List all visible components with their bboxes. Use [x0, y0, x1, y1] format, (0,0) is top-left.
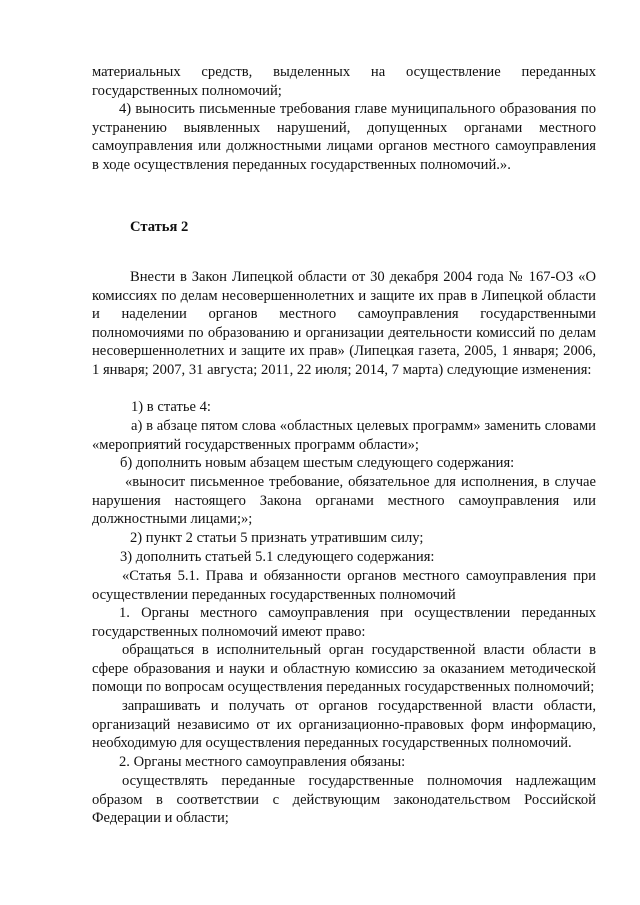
article-2-intro: Внести в Закон Липецкой области от 30 декабря 2004 года № 167-ОЗ «О комиссиях по делам несовершеннолетних и защите их прав в Липецкой области и наделении органов местного самоуправления государственными полномочиями по образованию и организации деятельности комиссий по делам несовершеннолетних и защите их прав» (Липецкая газета, 2005, 1 января; 2006, 1 января; 2007, 31 августа; 2011, 22 июля; 2014, 7 марта) следующие изменения: [92, 269, 596, 378]
list-item: осуществлять переданные государственные полномочия надлежащим образом в соответствии с действующим законодательством Российской Федерации и области; [92, 773, 596, 827]
list-item: 1) в статье 4: [131, 399, 211, 415]
list-item: обращаться в исполнительный орган государственной власти области в сфере образования и науки и областную комиссию за оказанием методической помощи по вопросам осуществления переданных государственных полномочий; [92, 642, 596, 696]
list-item: «выносит письменное требование, обязательное для исполнения, в случае нарушения настоящего Закона органами местного самоуправления или должностными лицами;»; [92, 474, 596, 528]
paragraph-item-4: 4) выносить письменные требования главе муниципального образования по устранению выявленных нарушений, допущенных органами местного самоуправления или должностными лицами органов местного самоуправления в ходе осуществления переданных государственных полномочий.». [92, 101, 596, 173]
paragraph-continuation: материальных средств, выделенных на осуществление переданных государственных полномочий; [92, 64, 596, 99]
list-item: 2) пункт 2 статьи 5 признать утратившим силу; [130, 530, 424, 546]
list-item: 3) дополнить статьей 5.1 следующего содержания: [120, 549, 435, 565]
list-item: запрашивать и получать от органов государственной власти области, организаций независимо от их организационно-правовых форм информацию, необходимую для осуществления переданных государственных полномочий. [92, 698, 596, 752]
list-item: а) в абзаце пятом слова «областных целевых программ» заменить словами «мероприятий государственных программ области»; [92, 418, 596, 453]
list-item: б) дополнить новым абзацем шестым следующего содержания: [120, 455, 515, 471]
list-item: 2. Органы местного самоуправления обязаны: [119, 754, 406, 770]
list-item: «Статья 5.1. Права и обязанности органов местного самоуправления при осуществлении переданных государственных полномочий [92, 568, 596, 603]
list-item: 1. Органы местного самоуправления при осуществлении переданных государственных полномочий имеют право: [92, 605, 596, 640]
article-2-title: Статья 2 [130, 219, 189, 235]
